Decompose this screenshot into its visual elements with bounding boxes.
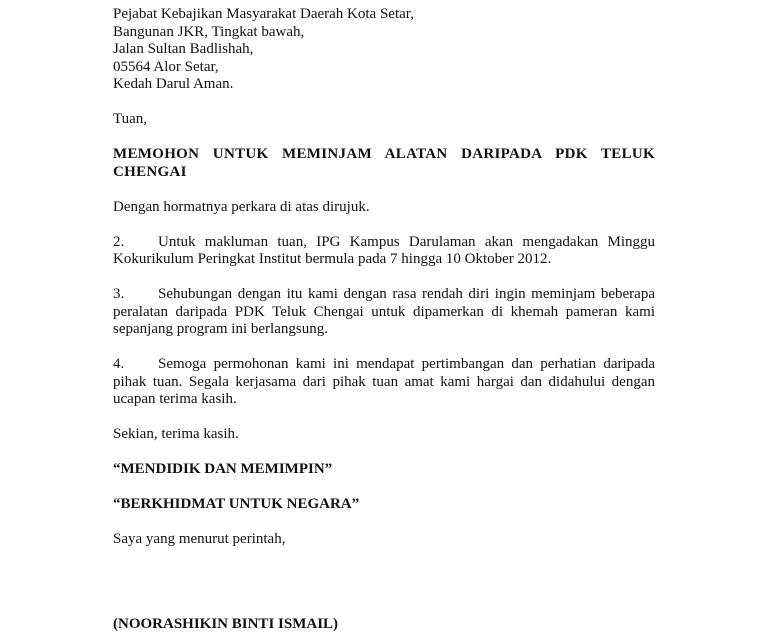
- motto-mendidik: “MENDIDIK DAN MEMIMPIN”: [113, 461, 655, 479]
- paragraph-2: [113, 234, 655, 269]
- paragraph-3: [113, 286, 655, 339]
- closing-line: Sekian, terima kasih.: [113, 426, 655, 444]
- opening-line: Dengan hormatnya perkara di atas dirujuk.: [113, 199, 655, 217]
- address-line: 05564 Alor Setar,: [113, 59, 655, 77]
- address-line: Pejabat Kebajikan Masyarakat Daerah Kota Setar,: [113, 6, 655, 24]
- paragraph-text: Untuk makluman tuan, IPG Kampus Darulaman akan mengadakan Minggu Kokurikulum Peringkat Institut bermula pada 7 hingga 10 Oktober 2012.: [113, 234, 655, 268]
- signoff-line: Saya yang menurut perintah,: [113, 531, 655, 549]
- subject-heading: MEMOHON UNTUK MEMINJAM ALATAN DARIPADA PDK TELUK CHENGAI: [113, 146, 655, 181]
- paragraph-text: Semoga permohonan kami ini mendapat pertimbangan dan perhatian daripada pihak tuan. Segala kerjasama dari pihak tuan amat kami hargai dan didahului dengan ucapan terima kasih.: [113, 356, 655, 407]
- letter-body: [113, 6, 655, 633]
- address-line: Jalan Sultan Badlishah,: [113, 41, 655, 59]
- paragraph-number: 4.: [113, 356, 158, 374]
- signatory-name: (NOORASHIKIN BINTI ISMAIL): [113, 616, 655, 633]
- paragraph-number: 3.: [113, 286, 158, 304]
- paragraph-4: [113, 356, 655, 409]
- address-line: Kedah Darul Aman.: [113, 76, 655, 94]
- motto-berkhidmat: “BERKHIDMAT UNTUK NEGARA”: [113, 496, 655, 514]
- paragraph-number: 2.: [113, 234, 158, 252]
- address-line: Bangunan JKR, Tingkat bawah,: [113, 24, 655, 42]
- salutation: Tuan,: [113, 111, 655, 129]
- paragraph-text: Sehubungan dengan itu kami dengan rasa rendah diri ingin meminjam beberapa peralatan daripada PDK Teluk Chengai untuk dipamerkan di khemah pameran kami sepanjang program ini berlangsung.: [113, 286, 655, 337]
- recipient-address: [113, 6, 655, 94]
